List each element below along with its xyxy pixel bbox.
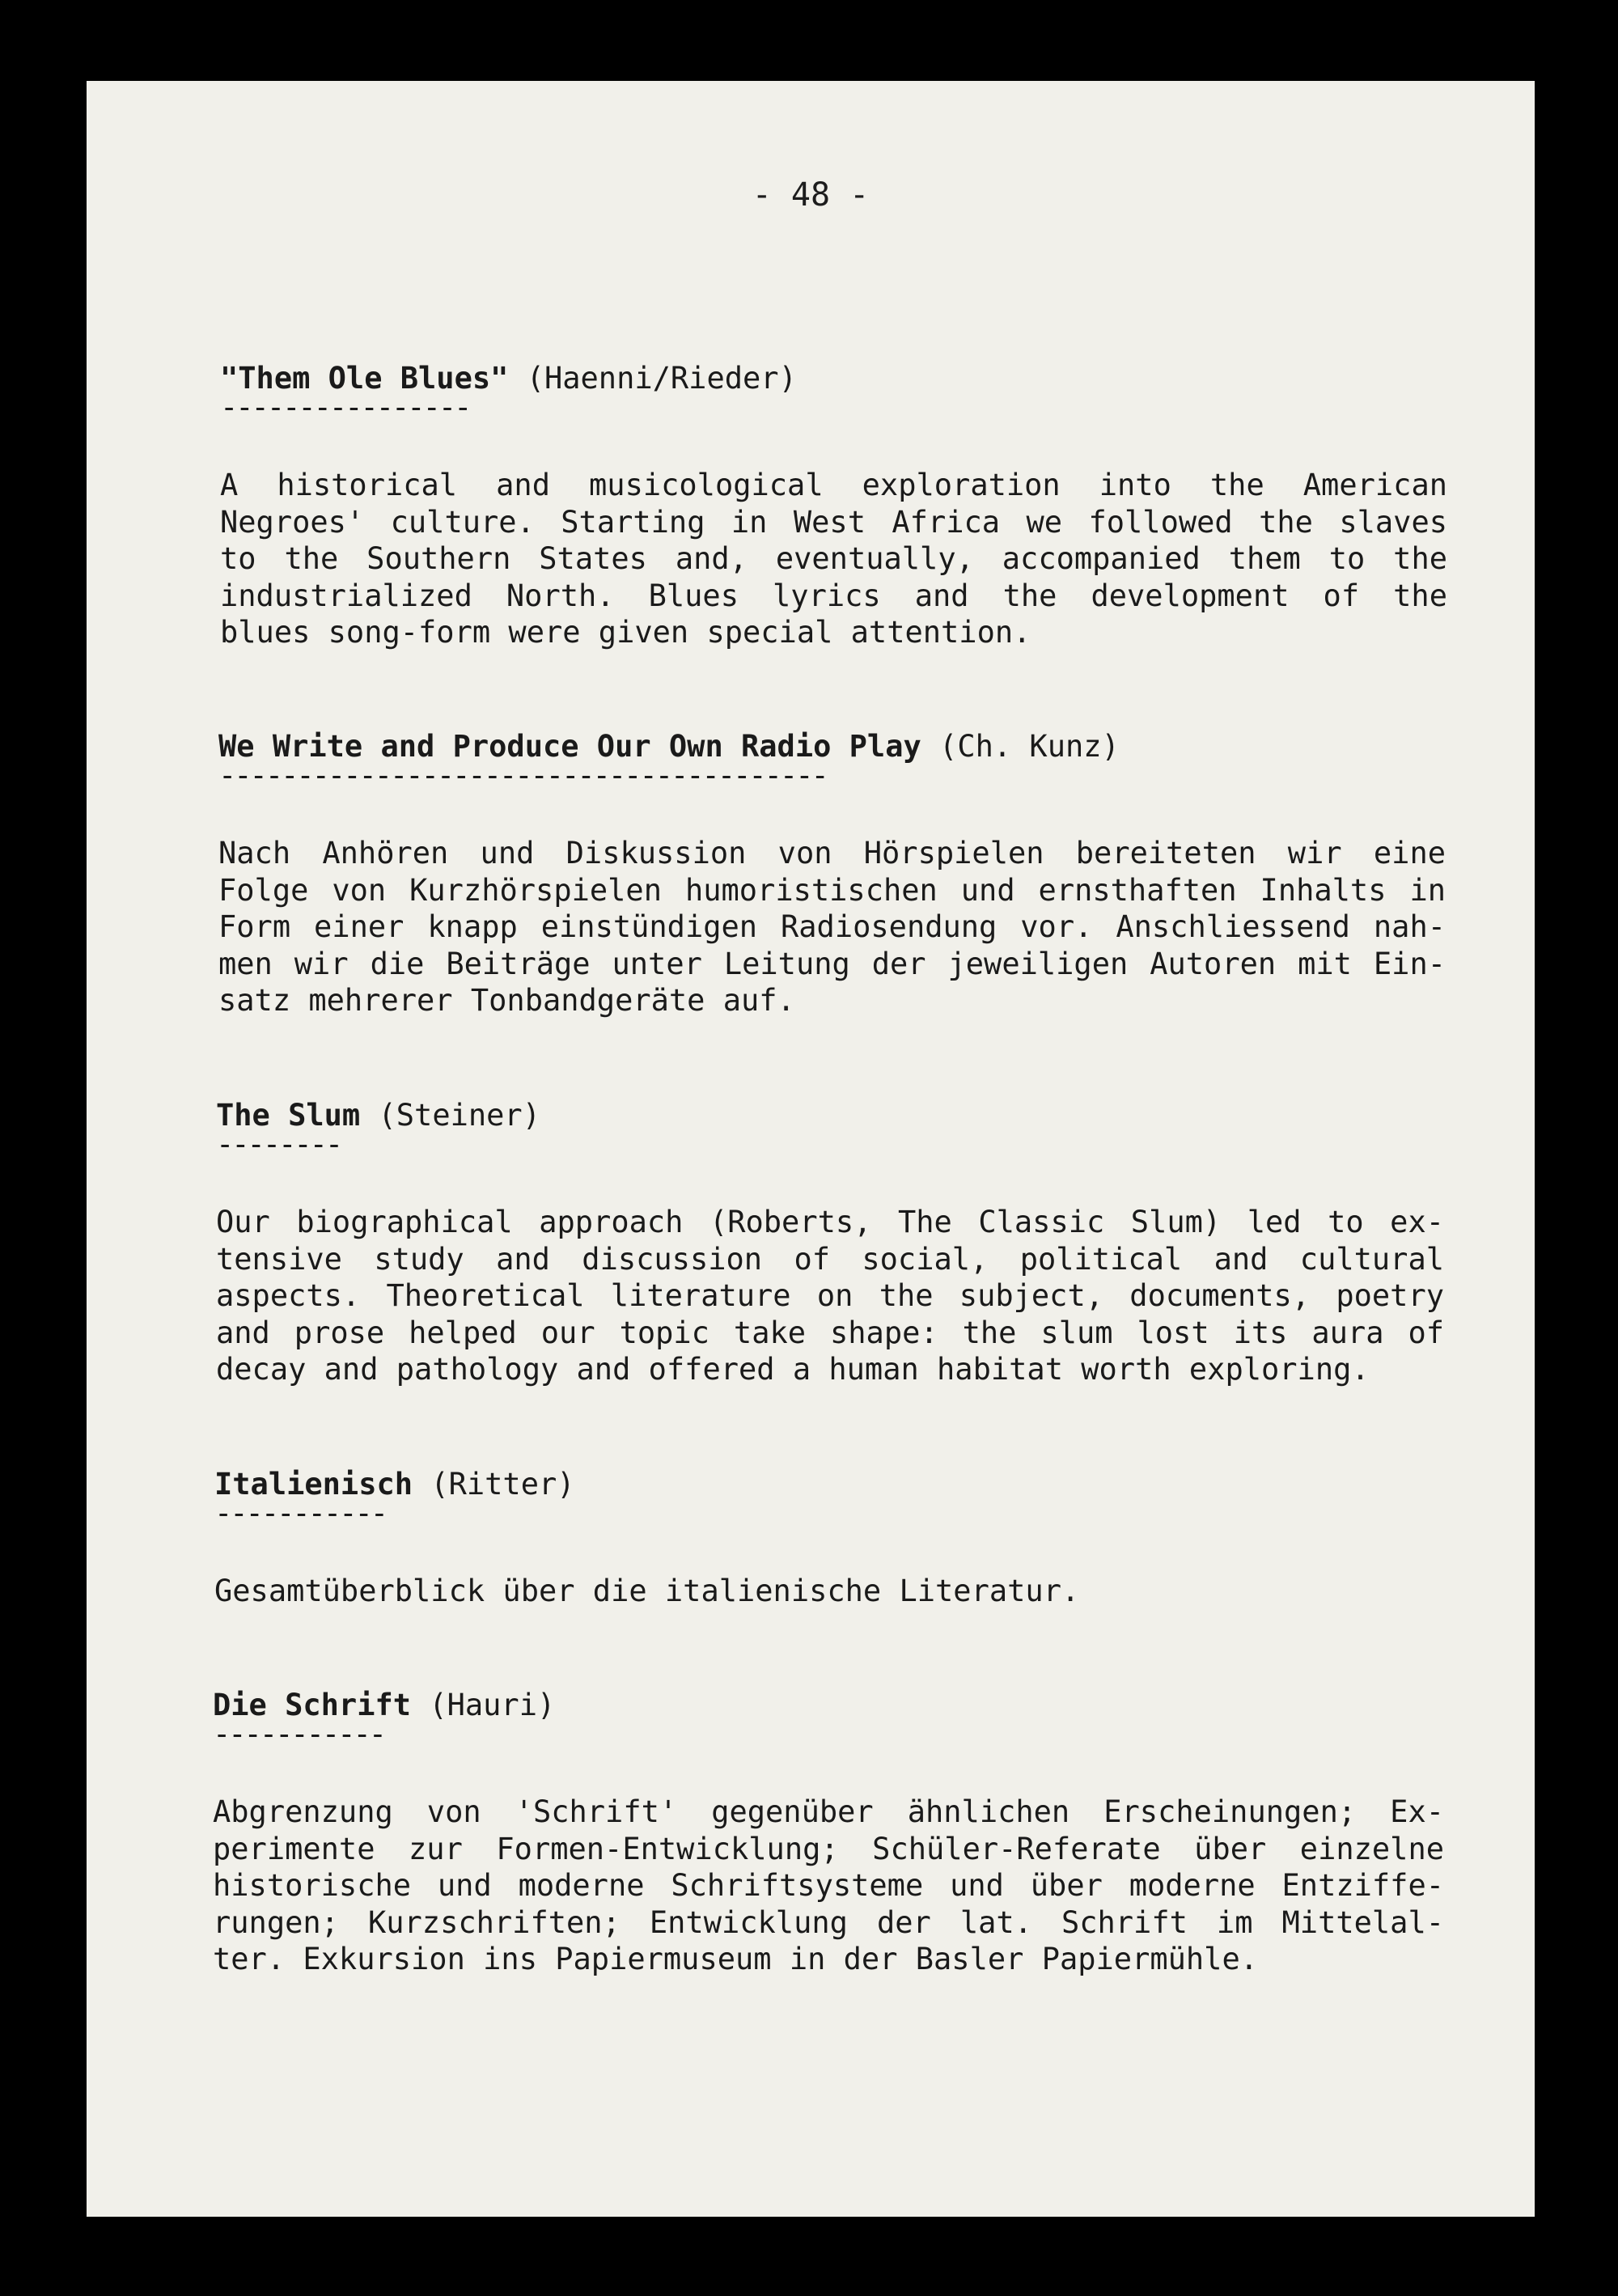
section-author: (Ch. Kunz): [939, 729, 1120, 764]
section-underline: ----------------: [220, 390, 470, 425]
section-author: (Steiner): [378, 1098, 540, 1133]
section-underline: -----------: [213, 1717, 385, 1752]
text-line: aspects. Theoretical literature on the subject, documents, poetry: [216, 1278, 1444, 1313]
section-them-ole-blues: [220, 360, 1447, 651]
section-author: (Hauri): [429, 1688, 556, 1722]
text-line: perimente zur Formen-Entwicklung; Schüler-Referate über einzelne: [213, 1831, 1444, 1866]
text-line: and prose helped our topic take shape: the slum lost its aura of: [216, 1315, 1444, 1350]
section-title: The Slum: [216, 1098, 361, 1133]
text-line: Gesamtüberblick über die italienische Literatur.: [214, 1574, 1080, 1608]
text-line: Abgrenzung von 'Schrift' gegenüber ähnlichen Erscheinungen; Ex-: [213, 1794, 1444, 1829]
text-line: men wir die Beiträge unter Leitung der jeweiligen Autoren mit Ein-: [218, 946, 1446, 981]
section-underline: -----------: [214, 1496, 387, 1531]
section-title: Die Schrift: [213, 1688, 412, 1722]
section-body: [216, 1204, 1444, 1388]
section-die-schrift: [213, 1687, 1444, 1978]
text-line: Our biographical approach (Roberts, The Classic Slum) led to ex-: [216, 1205, 1444, 1239]
section-heading: [214, 1466, 1444, 1503]
section-body: [218, 835, 1446, 1019]
section-body: [220, 467, 1447, 651]
text-line: A historical and musicological exploration into the American: [220, 468, 1447, 502]
text-line: satz mehrerer Tonbandgeräte auf.: [218, 983, 795, 1018]
text-line: to the Southern States and, eventually, accompanied them to the: [220, 541, 1447, 576]
text-line: Folge von Kurzhörspielen humoristischen und ernsthaften Inhalts in: [218, 872, 1446, 908]
section-heading: [216, 1097, 1444, 1134]
section-underline: ---------------------------------------: [218, 758, 827, 793]
section-body: [213, 1794, 1444, 1978]
text-line: historische und moderne Schriftsysteme und über moderne Entziffe-: [213, 1868, 1444, 1903]
text-line: tensive study and discussion of social, political and cultural: [216, 1241, 1444, 1277]
section-author: (Haenni/Rieder): [526, 361, 797, 396]
page-number: - 48 -: [752, 176, 870, 214]
section-title: We Write and Produce Our Own Radio Play: [218, 729, 921, 764]
text-line: Negroes' culture. Starting in West Africa we followed the slaves: [220, 504, 1447, 540]
section-underline: --------: [216, 1127, 341, 1162]
section-title: Italienisch: [214, 1467, 413, 1502]
section-italienisch: [214, 1466, 1444, 1610]
section-body: [214, 1573, 1444, 1610]
section-the-slum: [216, 1097, 1444, 1388]
text-line: industrialized North. Blues lyrics and the development of the: [220, 578, 1447, 613]
document-page: [87, 81, 1535, 2217]
text-line: rungen; Kurzschriften; Entwicklung der lat. Schrift im Mittelal-: [213, 1904, 1444, 1940]
text-line: decay and pathology and offered a human habitat worth exploring.: [216, 1352, 1370, 1387]
section-heading: [213, 1687, 1444, 1724]
section-radio-play: [218, 728, 1446, 1019]
section-author: (Ritter): [430, 1467, 575, 1502]
text-line: ter. Exkursion ins Papiermuseum in der Basler Papiermühle.: [213, 1942, 1259, 1976]
text-line: Form einer knapp einstündigen Radiosendung vor. Anschliessend nah-: [218, 909, 1446, 944]
text-line: Nach Anhören und Diskussion von Hörspielen bereiteten wir eine: [218, 836, 1446, 871]
section-title: "Them Ole Blues": [220, 361, 509, 396]
text-line: blues song-form were given special attention.: [220, 615, 1031, 650]
